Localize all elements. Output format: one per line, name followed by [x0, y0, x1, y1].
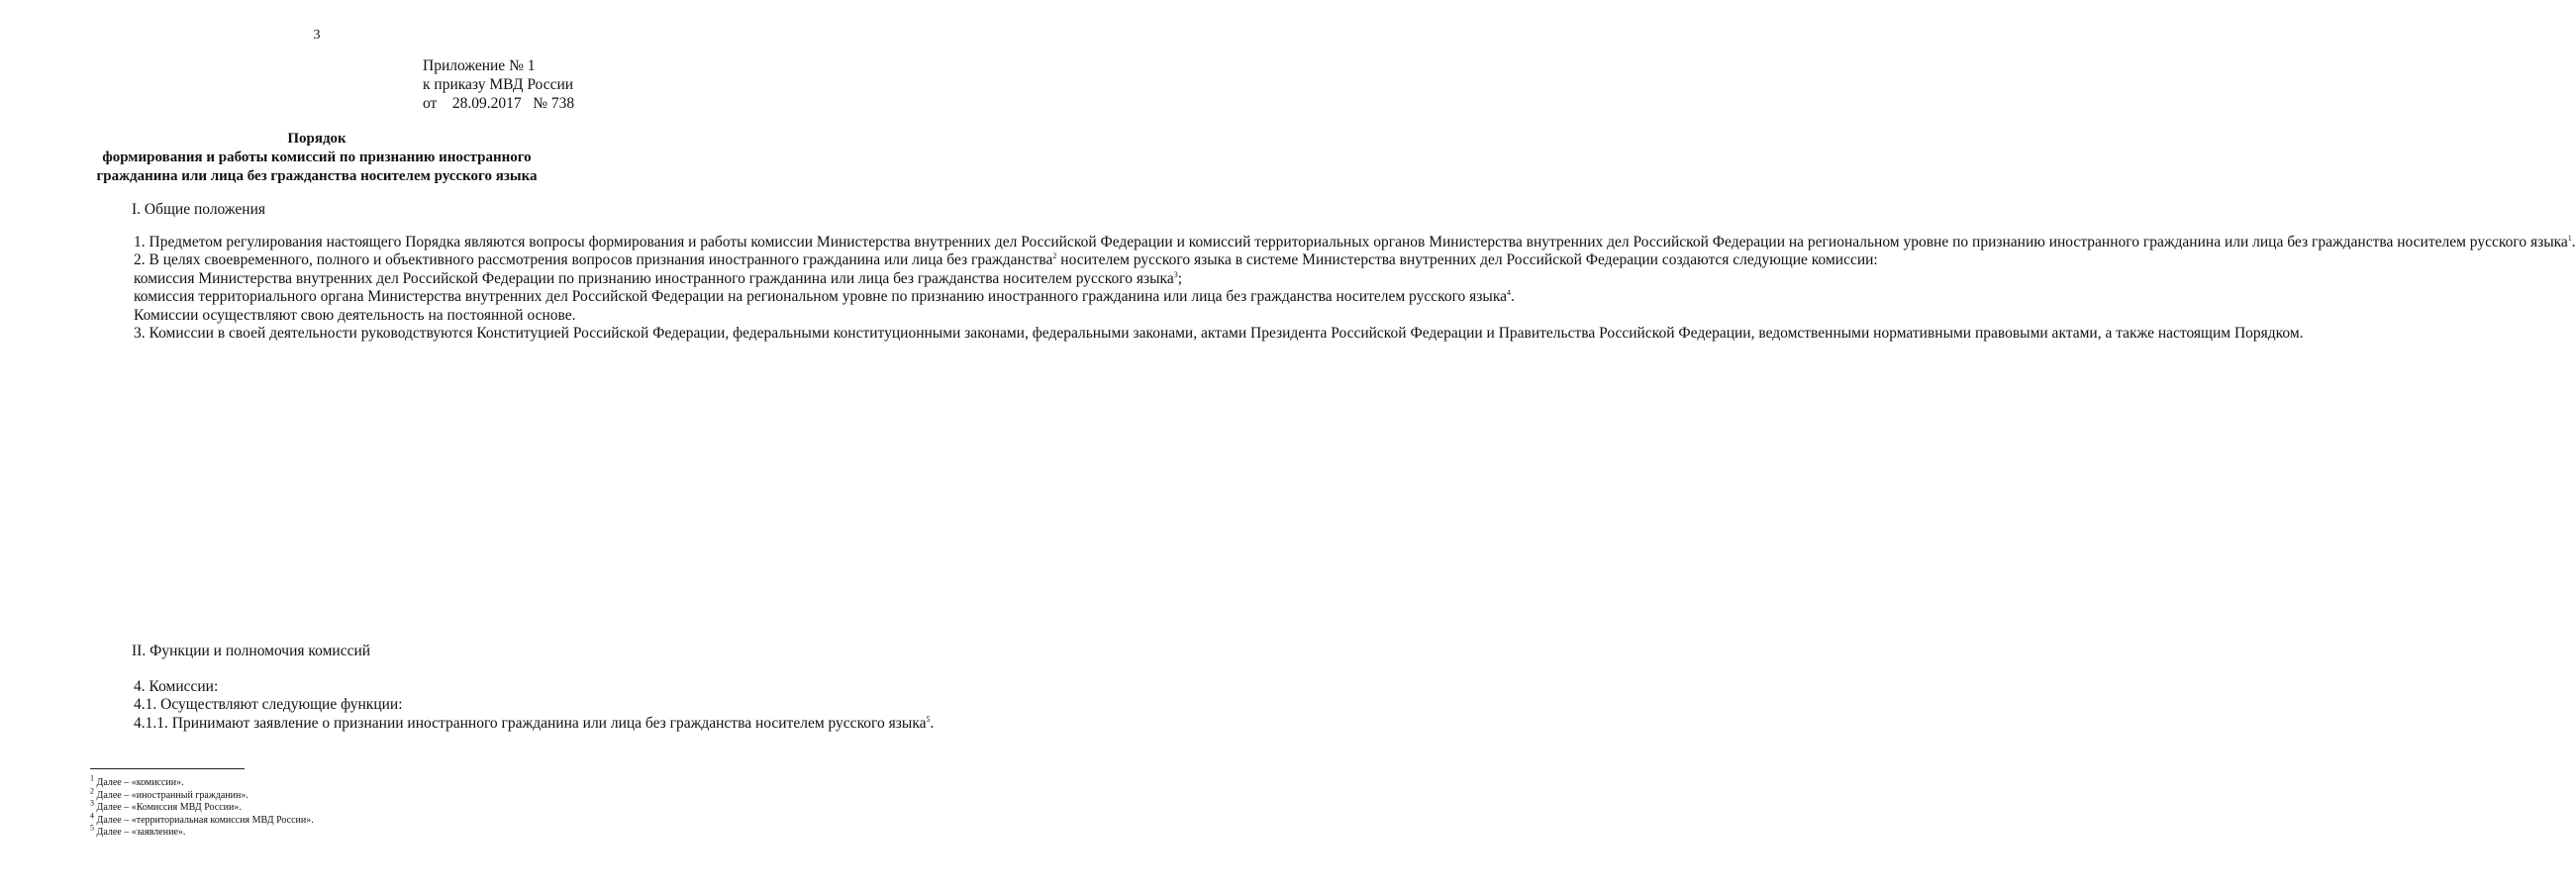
footnote-ref-1: 1	[2567, 233, 2572, 243]
footnote-number: 3	[90, 798, 94, 808]
paragraph-6: 3. Комиссии в своей деятельности руководствуются Конституцией Российской Федерации, федеральными конституционными законами, федеральными законами, актами Президента Российской Федерации и Правительства Российской Федерации, ведомственными нормативными правовыми актами, а также настоящим Порядком.	[134, 325, 2304, 343]
footnote-text: Далее – «Комиссия МВД России».	[94, 802, 242, 814]
footnote-item	[90, 824, 314, 840]
punct: .	[930, 714, 935, 732]
document-title: Порядок	[287, 131, 347, 147]
section-heading-functions: II. Функции и полномочия комиссий	[132, 643, 371, 659]
footnote-text: Далее – «комиссии».	[94, 777, 184, 788]
paragraph-9	[90, 714, 935, 733]
footnotes	[90, 773, 314, 840]
paragraph-2-text-b: носителем русского языка в системе Министерства внутренних дел Российской Федерации создаются следующие комиссии:	[1056, 251, 1878, 269]
appendix-line-2: к приказу МВД России	[423, 76, 574, 93]
footnote-text: Далее – «территориальная комиссия МВД России».	[94, 814, 314, 826]
footnote-item	[90, 811, 314, 828]
footnote-ref-4: 4	[1507, 288, 1512, 298]
footnote-text: Далее – «иностранный гражданин».	[94, 789, 248, 801]
paragraph-2	[90, 251, 1878, 269]
section-heading-general: I. Общие положения	[132, 201, 266, 218]
punct: .	[2571, 234, 2576, 250]
punct: ;	[1177, 269, 1183, 287]
paragraph-8: 4.1. Осуществляют следующие функции:	[134, 696, 403, 714]
footnote-ref-2: 2	[1052, 251, 1057, 261]
footnote-ref-3: 3	[1173, 269, 1178, 279]
section-2-body	[90, 678, 935, 733]
footnote-separator	[90, 768, 245, 769]
paragraph-2-text-a: 2. В целях своевременного, полного и объективного рассмотрения вопросов признания иностранного гражданина или лица без гражданства	[134, 251, 1053, 269]
page-number: 3	[313, 28, 321, 43]
paragraph-4	[90, 288, 1515, 306]
punct: .	[1511, 288, 1515, 306]
footnote-number: 4	[90, 811, 94, 821]
paragraph-7: 4. Комиссии:	[134, 678, 219, 695]
footnote-item	[90, 773, 314, 790]
paragraph-4-text: комиссия территориального органа Министерства внутренних дел Российской Федерации на региональном уровне по признанию иностранного гражданина или лица без гражданства носителем русского языка	[134, 288, 1508, 306]
appendix-line-1: Приложение № 1	[423, 57, 536, 74]
paragraph-3-text: комиссия Министерства внутренних дел Российской Федерации по признанию иностранного гражданина или лица без гражданства носителем русского языка	[134, 269, 1174, 287]
document-subtitle-line-1: формирования и работы комиссий по признанию иностранного	[102, 149, 532, 165]
document-subtitle-line-2: гражданина или лица без гражданства носителем русского языка	[96, 168, 538, 184]
paragraph-5: Комиссии осуществляют свою деятельность на постоянной основе.	[134, 306, 576, 324]
appendix-line-3: от 28.09.2017 № 738	[423, 95, 575, 112]
paragraph-1-text: 1. Предметом регулирования настоящего Порядка являются вопросы формирования и работы комиссии Министерства внутренних дел Российской Федерации и комиссий территориальных органов Министерства внутренних дел Российской Федерации на региональном уровне по признанию иностранного гражданина или лица без гражданства носителем русского языка	[134, 234, 2568, 250]
footnote-item	[90, 786, 314, 803]
paragraph-1	[90, 233, 2576, 251]
footnote-text: Далее – «заявление».	[94, 827, 186, 839]
paragraph-3	[90, 269, 1183, 288]
footnote-ref-5: 5	[926, 714, 931, 724]
footnote-number: 5	[90, 824, 94, 834]
footnote-number: 1	[90, 773, 94, 783]
section-1-body	[90, 233, 2576, 343]
paragraph-9-text: 4.1.1. Принимают заявление о признании иностранного гражданина или лица без гражданства носителем русского языка	[134, 714, 927, 732]
footnote-number: 2	[90, 786, 94, 796]
footnote-item	[90, 798, 314, 815]
